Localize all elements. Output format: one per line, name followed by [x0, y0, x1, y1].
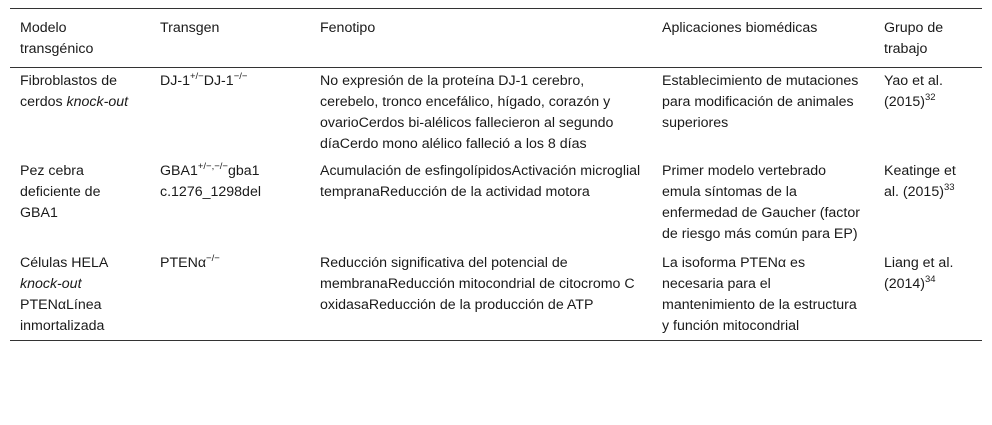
- header-aplicaciones: Aplicaciones biomédicas: [652, 9, 874, 68]
- table-row: [10, 158, 982, 248]
- transgen-genotype: −/−: [233, 71, 248, 82]
- cell-modelo: [10, 68, 150, 159]
- cell-grupo: [874, 248, 982, 341]
- cell-transgen: [150, 158, 310, 248]
- model-text: PTENαLínea inmortalizada: [20, 297, 105, 334]
- model-text: Células HELA: [20, 255, 108, 271]
- transgen-genotype: +/−,−/−: [197, 161, 228, 172]
- group-citation: Keatinge et al. (2015): [884, 163, 956, 200]
- transgen-name: DJ-1: [160, 73, 190, 89]
- transgen-name: PTENα: [160, 255, 207, 271]
- reference-number: 32: [925, 92, 936, 103]
- cell-transgen: [150, 68, 310, 159]
- transgen-name: DJ-1: [203, 73, 234, 89]
- header-modelo: Modelo transgénico: [10, 9, 150, 68]
- model-italic: knock-out: [20, 276, 82, 292]
- header-fenotipo: Fenotipo: [310, 9, 652, 68]
- group-citation: Liang et al. (2014): [884, 255, 954, 292]
- transgen-genotype: −/−: [206, 253, 220, 264]
- group-citation: Yao et al. (2015): [884, 73, 943, 110]
- model-italic: knock-out: [66, 94, 129, 110]
- table-row: [10, 68, 982, 159]
- cell-fenotipo: Reducción significativa del potencial de membranaReducción mitocondrial de citocromo C oxidasaReducción de la producción de ATP: [310, 248, 652, 341]
- transgen-genotype: +/−: [189, 71, 204, 82]
- transgen-name: GBA1: [160, 163, 198, 179]
- header-row: [10, 9, 982, 68]
- table-row: [10, 248, 982, 341]
- cell-transgen: [150, 248, 310, 341]
- header-transgen: Transgen: [150, 9, 310, 68]
- header-grupo: Grupo de trabajo: [874, 9, 982, 68]
- cell-aplicaciones: Primer modelo vertebrado emula síntomas de la enfermedad de Gaucher (factor de riesgo más común para EP): [662, 163, 860, 242]
- model-text: Fibroblastos de cerdos: [20, 73, 117, 110]
- cell-grupo: [874, 158, 982, 248]
- reference-number: 34: [925, 274, 936, 285]
- model-text: Pez cebra deficiente de GBA1: [20, 163, 101, 221]
- cell-fenotipo: No expresión de la proteína DJ-1 cerebro, cerebelo, tronco encefálico, hígado, corazón y ovarioCerdos bi-alélicos fallecieron al segundo díaCerdo mono alélico falleció a los 8 días: [320, 73, 614, 152]
- table-header: [10, 9, 982, 68]
- cell-fenotipo: Acumulación de esfingolípidosActivación microglial tempranaReducción de la actividad motora: [320, 163, 641, 200]
- transgenic-models-table-container: [10, 8, 982, 341]
- transgenic-models-table: [10, 8, 982, 341]
- cell-grupo: [874, 68, 982, 159]
- reference-number: 33: [943, 182, 955, 193]
- table-body: [10, 68, 982, 341]
- cell-aplicaciones: Establecimiento de mutaciones para modificación de animales superiores: [662, 73, 859, 131]
- transgen-name: gba1 c.1276_1298del: [160, 163, 261, 200]
- cell-aplicaciones: La isoforma PTENα es necesaria para el mantenimiento de la estructura y función mitocondrial: [652, 248, 874, 341]
- cell-modelo: [10, 158, 150, 248]
- cell-modelo: [10, 248, 150, 341]
